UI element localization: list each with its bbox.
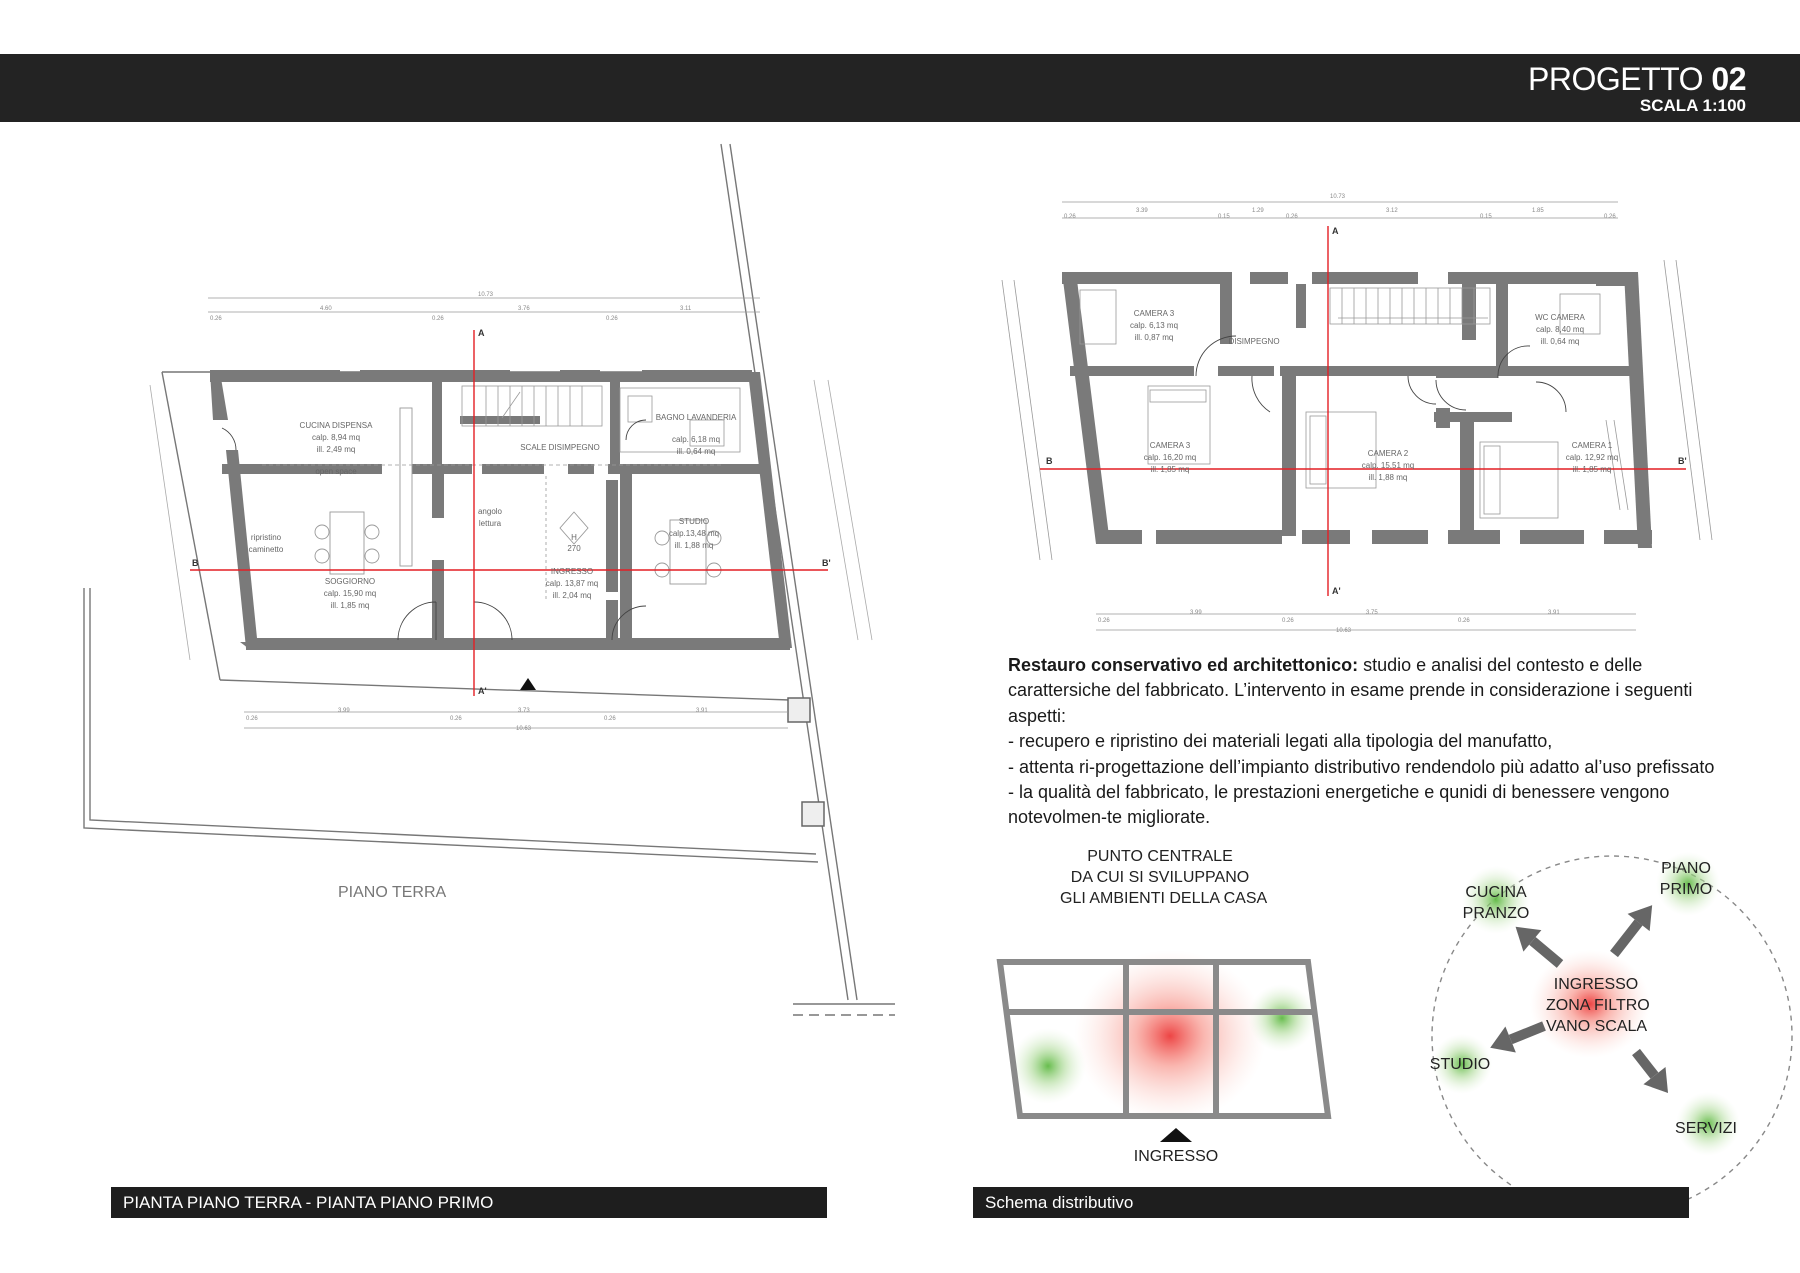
- project-number: 02: [1711, 61, 1746, 97]
- ff-room-illum: ill. 1,88 mq: [1368, 473, 1408, 482]
- description-bullet: - attenta ri-progettazione dell’impianto distributivo rendendolo più adatto al’uso prefissato: [1008, 756, 1715, 777]
- ff-dim-bottom: 0.26: [1282, 618, 1294, 624]
- gf-dim-bottom: 0.26: [246, 716, 258, 722]
- caption-right: Schema distributivo: [973, 1187, 1689, 1218]
- ff-room-name: CAMERA 2: [1367, 449, 1409, 458]
- gf-room-name: CUCINA DISPENSA: [299, 421, 373, 430]
- gf-angolo: angolo: [477, 507, 503, 516]
- ff-dim-top: 1.85: [1532, 208, 1544, 214]
- description-intro: Restauro conservativo ed architettonico: studio e analisi del contesto e delle carattersiche del fabbricato. L’intervento in esame prende in considerazione i seguenti aspetti:: [1008, 655, 1693, 726]
- gf-room-name: INGRESSO: [550, 567, 594, 576]
- gf-dim-bottom: 3.73: [518, 708, 530, 714]
- ff-dim-bottom: 0.26: [1098, 618, 1110, 624]
- ff-room-illum: ill. 1,85 mq: [1572, 465, 1612, 474]
- ff-room-area: calp. 8,40 mq: [1535, 325, 1585, 334]
- gf-dim-bottom: 0.26: [604, 716, 616, 722]
- ff-room-name: CAMERA 3: [1149, 441, 1191, 450]
- ff-dim-top: 0.26: [1064, 214, 1076, 220]
- ff-dim-bottom: 3.75: [1366, 610, 1378, 616]
- ff-section-b: B: [1046, 456, 1053, 466]
- gf-room-illum: ill. 2,49 mq: [316, 445, 356, 454]
- ff-room-name: WC CAMERA: [1535, 313, 1585, 322]
- description-bullet: - recupero e ripristino dei materiali legati alla tipologia del manufatto,: [1008, 731, 1553, 752]
- ff-room-area: calp. 12,92 mq: [1565, 453, 1619, 462]
- node-servizi-label: SERVIZI: [1675, 1120, 1737, 1137]
- gf-height-val: 270: [567, 544, 581, 553]
- gf-dim-top: 3.11: [680, 306, 692, 312]
- gf-ripristino: ripristino: [250, 533, 282, 542]
- ff-room-name: DISIMPEGNO: [1228, 337, 1280, 346]
- gf-caminetto: caminetto: [248, 545, 284, 554]
- gf-height-h: H: [571, 533, 577, 542]
- ff-dim-bottom: 3.99: [1190, 610, 1202, 616]
- ff-room-area: calp. 16,20 mq: [1143, 453, 1197, 462]
- scale-label: SCALA 1:100: [1639, 96, 1746, 115]
- scheme-green-glow: [1248, 984, 1316, 1052]
- ff-dim-top: 0.26: [1604, 214, 1616, 220]
- ff-dim-top: 3.12: [1386, 208, 1398, 214]
- ground-floor-plan: [84, 144, 895, 1015]
- ff-section-a: A: [1332, 226, 1339, 236]
- gf-room-illum: ill. 1,88 mq: [674, 541, 714, 550]
- scheme-entrance-label: INGRESSO: [1133, 1148, 1219, 1165]
- gf-room-name: BAGNO LAVANDERIA: [655, 413, 737, 422]
- ff-dim-top: 0.15: [1480, 214, 1492, 220]
- gf-dim-top: 0.26: [210, 316, 222, 322]
- gf-dim-bottom: 3.91: [696, 708, 708, 714]
- gf-dim-top: 0.26: [432, 316, 444, 322]
- ff-room-illum: ill. 0,64 mq: [1540, 337, 1580, 346]
- gf-room-area: calp. 15,90 mq: [323, 589, 377, 598]
- gf-room-illum: ill. 2,04 mq: [552, 591, 592, 600]
- gf-room-illum: ill. 0,64 mq: [676, 447, 716, 456]
- ff-dim-bottom: 3.91: [1548, 610, 1560, 616]
- ff-dim-bottom: 0.26: [1458, 618, 1470, 624]
- gf-open-space: open space: [315, 467, 357, 476]
- ground-floor-label: PIANO TERRA: [338, 884, 447, 901]
- ff-room-illum: ill. 1,85 mq: [1150, 465, 1190, 474]
- gf-room-area: calp. 8,94 mq: [311, 433, 361, 442]
- scheme-green-glow: [1010, 1028, 1086, 1104]
- ff-room-area: calp. 15,51 mq: [1361, 461, 1415, 470]
- gf-dim-top: 0.26: [606, 316, 618, 322]
- scheme-entrance-marker: [1160, 1128, 1192, 1142]
- gf-dim-top: 10.73: [478, 292, 494, 298]
- node-studio-label: STUDIO: [1429, 1056, 1491, 1073]
- column-2: [802, 802, 824, 826]
- project-description: [1008, 653, 1748, 831]
- ff-dim-top: 0.15: [1218, 214, 1230, 220]
- description-bullet: - la qualità del fabbricato, le prestazioni energetiche e qunidi di benessere vengono notevolmen-te migliorate.: [1008, 782, 1670, 828]
- node-piano-label: PIANO PRIMO: [1659, 860, 1713, 898]
- gf-section-b-prime: B': [822, 558, 831, 568]
- first-floor-plan: [1002, 194, 1712, 634]
- project-title: PROGETTO 02: [1528, 61, 1746, 97]
- ff-room-name: CAMERA 3: [1133, 309, 1175, 318]
- ff-room-area: calp. 6,13 mq: [1129, 321, 1179, 330]
- ff-section-a-prime: A': [1332, 586, 1341, 596]
- gf-lettura: lettura: [478, 519, 502, 528]
- ff-section-b-prime: B': [1678, 456, 1687, 466]
- scheme-center-label: INGRESSO ZONA FILTRO VANO SCALA: [1546, 976, 1650, 1035]
- gf-room-illum: ill. 1,85 mq: [330, 601, 370, 610]
- gf-dim-top: 3.76: [518, 306, 530, 312]
- gf-dim-bottom: 0.26: [450, 716, 462, 722]
- scheme-heading: PUNTO CENTRALE DA CUI SI SVILUPPANO GLI AMBIENTI DELLA CASA: [1060, 848, 1268, 907]
- gf-dim-bottom: 10.63: [516, 726, 532, 732]
- gf-entrance-marker: [520, 678, 536, 690]
- gf-dim-top: 4.60: [320, 306, 332, 312]
- caption-left: PIANTA PIANO TERRA - PIANTA PIANO PRIMO: [111, 1187, 827, 1218]
- column-1: [788, 698, 810, 722]
- ff-dim-top: 1.29: [1252, 208, 1264, 214]
- gf-section-b: B: [192, 558, 199, 568]
- scheme-center-glow: [1074, 950, 1266, 1122]
- node-cucina-label: CUCINA PRANZO: [1462, 884, 1530, 922]
- gf-room-name: SOGGIORNO: [324, 577, 376, 586]
- ff-dim-top: 0.26: [1286, 214, 1298, 220]
- ff-dim-bottom: 10.63: [1336, 628, 1352, 634]
- gf-room-area: calp.13,48 mq: [668, 529, 720, 538]
- ff-dim-top: 10.73: [1330, 194, 1346, 200]
- ff-dim-top: 3.39: [1136, 208, 1148, 214]
- gf-room-name: STUDIO: [678, 517, 710, 526]
- gf-room-area: calp. 13,87 mq: [545, 579, 599, 588]
- ff-room-illum: ill. 0,87 mq: [1134, 333, 1174, 342]
- gf-section-a-prime: A': [478, 686, 487, 696]
- gf-room-area: calp. 6,18 mq: [671, 435, 721, 444]
- ff-room-name: CAMERA 1: [1571, 441, 1613, 450]
- gf-section-a: A: [478, 328, 485, 338]
- gf-room-name: SCALE DISIMPEGNO: [520, 443, 600, 452]
- gf-dim-bottom: 3.99: [338, 708, 350, 714]
